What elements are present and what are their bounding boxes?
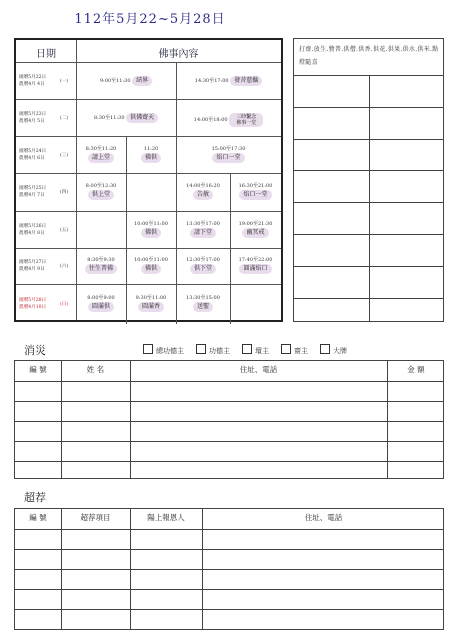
column-header: 編 號 [29, 365, 47, 374]
solar-date: 國曆5月24日 [19, 148, 47, 154]
column-header: 金 額 [407, 365, 425, 374]
event-cell [76, 113, 176, 123]
column-header: 陽上報恩人 [147, 513, 185, 522]
lunar-date: 農曆4月 9日 [19, 267, 45, 272]
column-header: 住址、電話 [239, 365, 278, 374]
checkbox-icon[interactable] [320, 344, 330, 354]
event-cell [176, 113, 281, 127]
option-checkbox[interactable] [196, 344, 230, 356]
event-cell [126, 145, 176, 163]
event-cell [76, 145, 126, 163]
event-cell [76, 256, 126, 274]
divider [16, 62, 281, 63]
chaojian-title: 超荐 [24, 491, 46, 504]
event-cell [176, 294, 230, 312]
option-checkbox[interactable] [320, 344, 347, 356]
event-name: 請下堂 [190, 228, 216, 238]
solar-date: 國曆5月27日 [19, 260, 47, 265]
xiaozai-table [14, 360, 444, 479]
xiaozai-title: 消災 [24, 344, 46, 357]
event-time: 15:00至17:30 [211, 145, 246, 152]
divider [294, 202, 443, 203]
option-label: 壇主 [255, 347, 269, 355]
event-time: 17:40至22:00 [238, 257, 273, 263]
lunar-date: 農曆4月10日 [19, 305, 47, 310]
checkbox-icon[interactable] [196, 344, 206, 354]
event-cell [126, 256, 176, 274]
divider [15, 381, 443, 382]
divider [15, 401, 443, 402]
event-cell [230, 220, 281, 238]
event-cell [76, 294, 126, 312]
event-name: 往生普佛 [85, 264, 117, 274]
weekday: (日) [60, 302, 69, 307]
option-label: 功德主 [209, 347, 230, 355]
event-name: 圓滿香 [138, 302, 164, 312]
weekday: (三) [60, 152, 69, 158]
event-time: 16:30至21:00 [238, 183, 273, 189]
event-time: 9:00至11:30 [99, 77, 131, 84]
divider [15, 441, 443, 442]
event-name: 供上堂 [88, 190, 114, 200]
event-time: 13:30至17:00 [186, 220, 220, 227]
divider [15, 461, 443, 462]
divider [15, 421, 443, 422]
divider [294, 75, 443, 76]
row-date [19, 111, 46, 125]
weekday: (六) [60, 264, 69, 269]
row-date [19, 185, 46, 199]
divider [15, 569, 443, 570]
weekday: (五) [60, 227, 69, 233]
event-name: 告赦 [193, 190, 213, 200]
event-cell [176, 256, 230, 274]
column-header: 姓 名 [86, 365, 105, 374]
divider [294, 298, 443, 299]
event-name: 圓滿供 [88, 302, 114, 312]
event-name: 幽冥戒 [242, 228, 268, 238]
event-cell [176, 76, 281, 86]
column-header: 超荐項目 [80, 513, 111, 522]
divider [15, 589, 443, 590]
option-label: 大牌 [333, 347, 347, 355]
event-time: 10:00至11:00 [134, 220, 168, 227]
event-time: 14:00至16:20 [186, 183, 220, 189]
solar-date: 國曆5月28日 [19, 298, 47, 303]
event-cell [176, 145, 281, 163]
offerings-box [293, 38, 444, 322]
event-time: 11:20 [143, 145, 159, 152]
event-name: 結界 [132, 76, 152, 86]
checkbox-icon[interactable] [281, 344, 291, 354]
event-cell [126, 294, 176, 312]
chaojian-table [14, 508, 444, 630]
event-name: 焰口一堂 [212, 153, 244, 163]
solar-date: 國曆5月25日 [19, 186, 47, 191]
divider [294, 234, 443, 235]
lunar-date: 農曆4月 4日 [19, 81, 45, 87]
event-time: 8:30至11:30 [93, 114, 125, 121]
event-time: 14:30至17:00 [194, 77, 229, 84]
event-cell [176, 182, 230, 200]
weekday: (一) [60, 78, 69, 84]
option-checkbox[interactable] [143, 344, 184, 356]
offerings-note: 打齋.放生.贊普.供僧.供香.供花.供果.供水.供米.點燈隨喜 [299, 46, 439, 66]
weekday: (二) [60, 115, 69, 121]
event-cell [76, 182, 126, 200]
col-content-header: 佛事內容 [158, 49, 199, 60]
row-date [19, 259, 46, 273]
divider [15, 549, 443, 550]
event-time: 13:30至15:00 [186, 295, 220, 301]
event-name: 供下堂 [190, 264, 216, 274]
event-time: 14:00至18:00 [193, 117, 228, 123]
divider [294, 266, 443, 267]
event-name: 焰口一堂 [239, 190, 271, 200]
event-cell [230, 182, 281, 200]
event-time: 12:30至17:00 [186, 257, 220, 263]
event-time: 8:30至11:20 [85, 145, 117, 152]
col-date-header: 日期 [36, 49, 56, 60]
schedule-table [14, 38, 283, 322]
event-name: 請上堂 [88, 153, 114, 163]
event-time: 10:00至11:00 [134, 257, 168, 263]
checkbox-icon[interactable] [242, 344, 252, 354]
checkbox-icon[interactable] [143, 344, 153, 354]
option-checkbox[interactable] [242, 344, 269, 356]
weekday: (四) [60, 190, 69, 195]
event-time: 9:30至11:00 [135, 295, 167, 301]
event-time: 19:00至21:30 [238, 220, 273, 227]
event-name: 供佛齋天 [126, 113, 158, 123]
solar-date: 國曆5月23日 [19, 111, 47, 117]
divider [294, 170, 443, 171]
solar-date: 國曆5月22日 [19, 74, 47, 80]
event-name: 送聖 [193, 302, 213, 312]
column-header: 編 號 [29, 513, 47, 522]
event-cell [230, 256, 281, 274]
event-name: 佛供 [141, 153, 161, 163]
divider [15, 529, 443, 530]
row-date [19, 223, 46, 237]
divider [369, 75, 370, 321]
option-label: 總功德主 [156, 347, 184, 355]
lunar-date: 農曆4月 7日 [19, 193, 45, 198]
option-checkbox[interactable] [281, 344, 308, 356]
event-name: 佛供 [141, 264, 161, 274]
divider [294, 107, 443, 108]
event-name: 佛供 [141, 228, 161, 238]
lunar-date: 農曆4月 6日 [19, 155, 45, 161]
row-date [19, 297, 46, 311]
event-time: 8:00至9:00 [87, 295, 115, 301]
divider [15, 609, 443, 610]
column-header: 住址、電話 [304, 513, 343, 522]
event-cell [126, 220, 176, 238]
row-date [19, 74, 46, 88]
xiaozai-options [143, 344, 347, 356]
event-name: 發菩慈攝 [230, 76, 262, 86]
solar-date: 國曆5月26日 [19, 223, 47, 229]
event-time: 8:30至9:30 [87, 257, 115, 263]
lunar-date: 農曆4月 8日 [19, 230, 45, 236]
option-label: 齋主 [294, 347, 308, 355]
event-name: 圓滿焰口 [239, 264, 271, 274]
divider [294, 139, 443, 140]
page-title: 112年5月22~5月28日 [74, 12, 226, 27]
row-date [19, 148, 46, 162]
event-time: 8:00至12:30 [85, 183, 117, 189]
event-cell [76, 76, 176, 86]
event-cell [176, 220, 230, 238]
lunar-date: 農曆4月 5日 [19, 118, 45, 124]
event-name: 三時繫念 佛事一堂 [229, 113, 263, 127]
